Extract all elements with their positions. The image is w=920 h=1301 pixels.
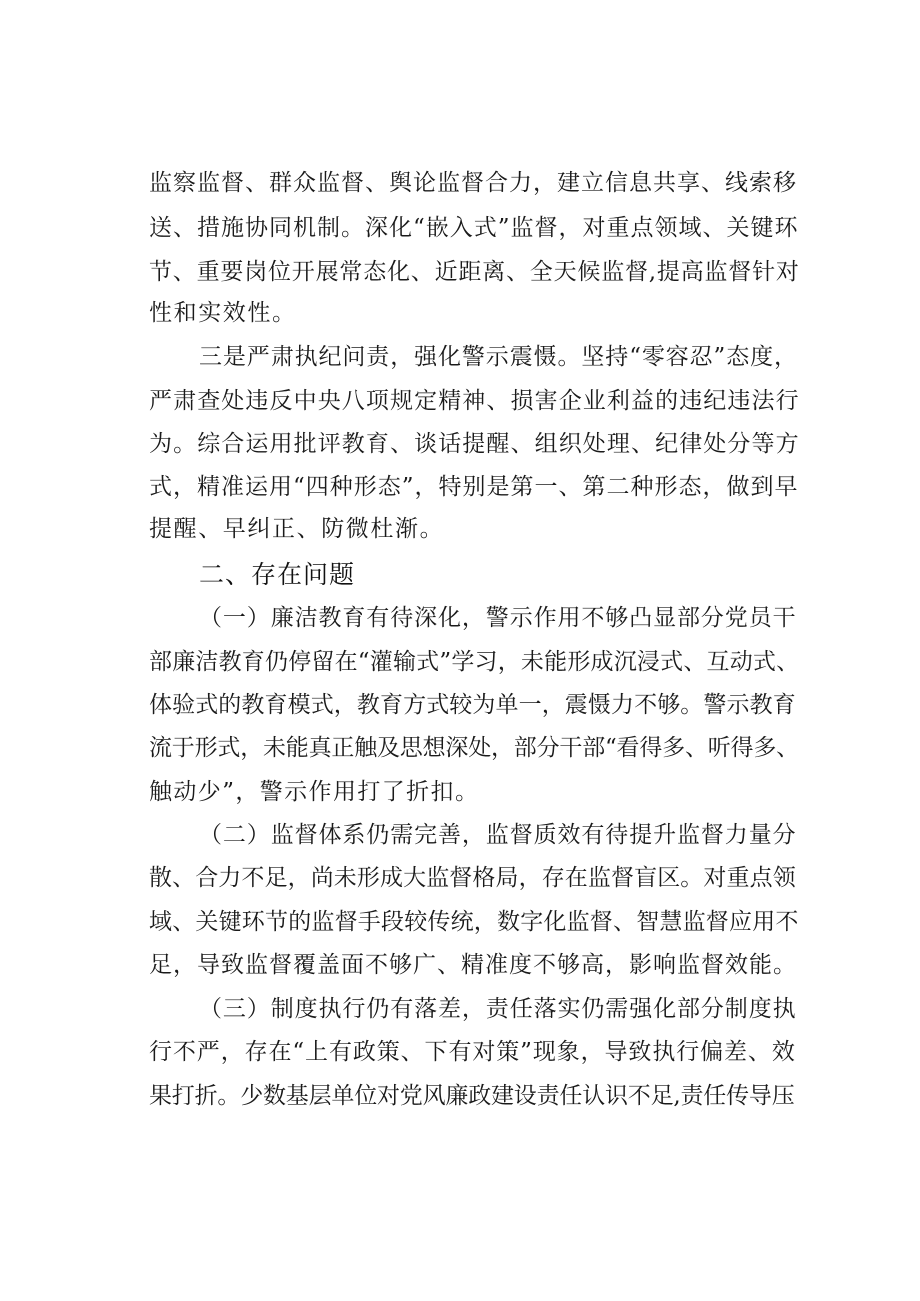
point-three-line-4: 式，精准运用“四种形态”，特别是第一、第二种形态，做到早 [149,474,799,500]
problem-one-line-3: 体验式的教育模式，教育方式较为单一，震慑力不够。警示教育 [149,692,796,718]
problem-one-line-1: （一）廉洁教育有待深化，警示作用不够凸显部分党员干 [199,605,797,631]
intro-line-4: 性和实效性。 [149,300,297,326]
intro-line-2: 送、措施协同机制。深化“嵌入式”监督，对重点领域、关键环 [149,215,799,241]
intro-line-1: 监察监督、群众监督、舆论监督合力，建立信息共享、线索移 [149,170,797,196]
point-three-line-5: 提醒、早纠正、防微杜渐。 [149,516,445,542]
point-three-line-1: 三是严肃执纪问责，强化警示震慑。坚持“零容忍”态度， [199,344,798,370]
problem-one-line-4: 流于形式，未能真正触及思想深处，部分干部“看得多、听得多、 [149,735,799,761]
problem-one-line-2: 部廉洁教育仍停留在“灌输式”学习，未能形成沉浸式、互动式、 [149,649,800,675]
problem-two-line-3: 域、关键环节的监督手段较传统，数字化监督、智慧监督应用不 [149,909,799,935]
problem-three-line-2: 行不严，存在“上有政策、下有对策”现象，导致执行偏差、效 [149,1039,796,1065]
problem-three-line-3: 果打折。少数基层单位对党风廉政建设责任认识不足,责任传导压 [149,1083,795,1109]
problem-three-line-1: （三）制度执行仍有落差，责任落实仍需强化部分制度执 [199,996,797,1022]
point-three-line-2: 严肃查处违反中央八项规定精神、损害企业利益的违纪违法行 [149,388,800,414]
problem-two-line-1: （二）监督体系仍需完善，监督质效有待提升监督力量分 [199,822,797,848]
point-three-line-3: 为。综合运用批评教育、谈话提醒、组织处理、纪律处分等方 [149,431,800,457]
problem-two-line-2: 散、合力不足，尚未形成大监督格局，存在监督盲区。对重点领 [149,865,796,891]
intro-line-3: 节、重要岗位开展常态化、近距离、全天候监督,提高监督针对 [149,259,800,285]
section-heading: 二、存在问题 [199,560,356,589]
problem-two-line-4: 足，导致监督覆盖面不够广、精准度不够高，影响监督效能。 [149,952,797,978]
problem-one-line-5: 触动少”，警示作用打了折扣。 [149,779,480,805]
